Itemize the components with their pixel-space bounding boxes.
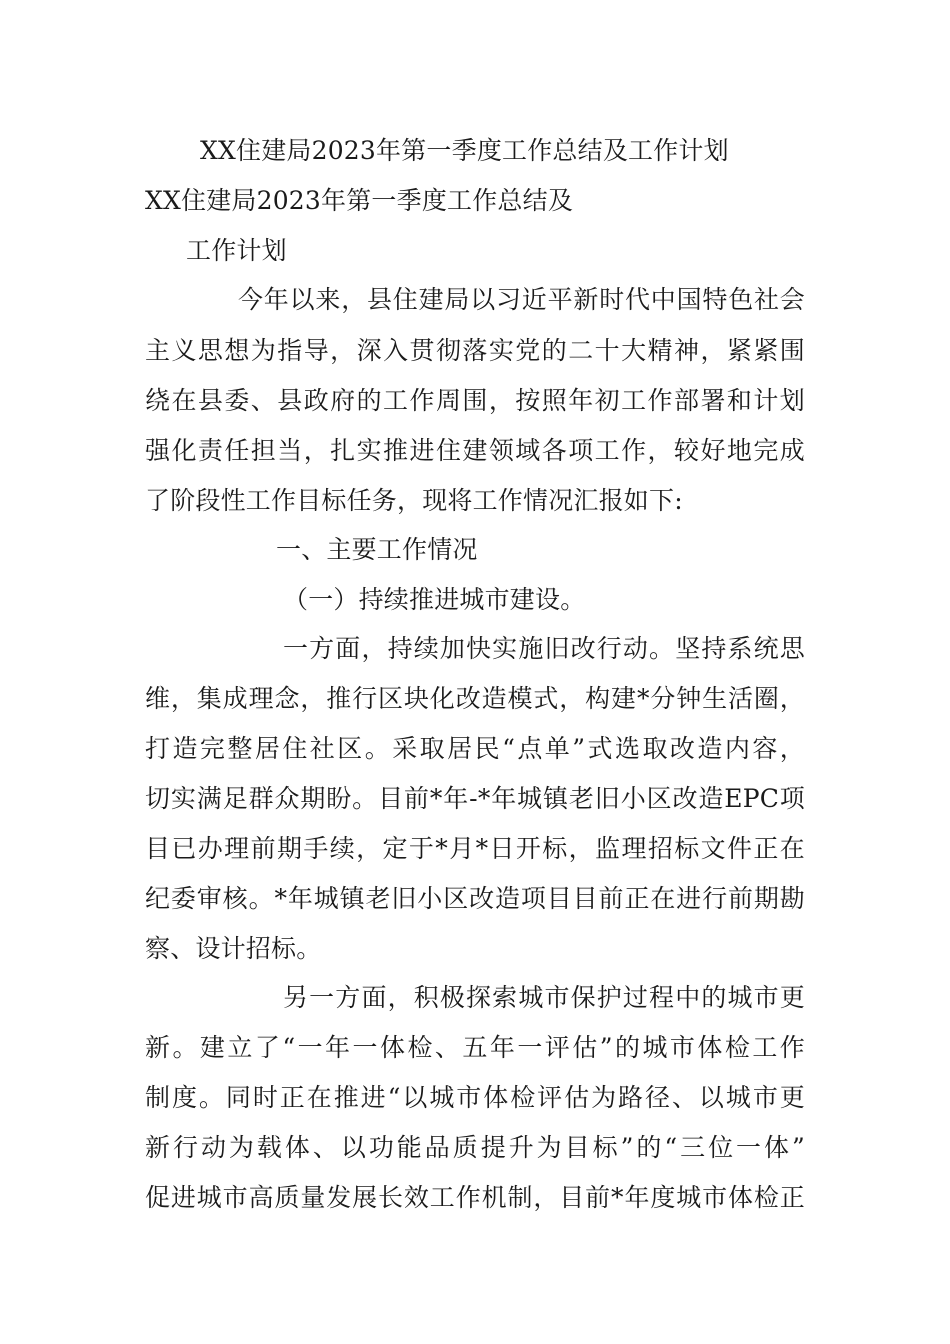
para2-line-3: 制度。同时正在推进“以城市体检评估为路径、以城市更 [145,1083,805,1112]
para1-line-5: 目已办理前期手续，定于*月*日开标，监理招标文件正在 [145,834,805,863]
intro-line-2: 主义思想为指导，深入贯彻落实党的二十大精神，紧紧围 [145,336,805,365]
para1-line-6: 纪委审核。*年城镇老旧小区改造项目目前正在进行前期勘 [145,884,805,913]
document-title: XX住建局2023年第一季度工作总结及工作计划 [200,136,729,165]
para2-line-5: 促进城市高质量发展长效工作机制，目前*年度城市体检正 [145,1183,805,1212]
para1-line-4: 切实满足群众期盼。目前*年-*年城镇老旧小区改造EPC项 [145,784,805,813]
para2-line-2: 新。建立了“一年一体检、五年一评估”的城市体检工作 [145,1033,805,1062]
para1-line-7: 察、设计招标。 [145,934,322,963]
document-subtitle-line-2: 工作计划 [186,236,287,265]
para1-line-3: 打造完整居住社区。采取居民“点单”式选取改造内容， [145,734,805,763]
intro-line-3: 绕在县委、县政府的工作周围，按照年初工作部署和计划 [145,386,805,415]
para2-line-1: 另一方面，积极探索城市保护过程中的城市更 [283,983,805,1012]
subsection-heading: （一）持续推进城市建设。 [283,585,586,614]
intro-line-5: 了阶段性工作目标任务，现将工作情况汇报如下: [145,486,683,515]
section-heading: 一、主要工作情况 [276,535,478,564]
intro-line-1: 今年以来，县住建局以习近平新时代中国特色社会 [238,285,805,314]
para2-line-4: 新行动为载体、以功能品质提升为目标”的“三位一体” [145,1133,805,1162]
para1-line-2: 维，集成理念，推行区块化改造模式，构建*分钟生活圈， [145,684,805,713]
document-subtitle-line-1: XX住建局2023年第一季度工作总结及 [145,186,574,215]
para1-line-1: 一方面，持续加快实施旧改行动。坚持系统思 [283,634,805,663]
intro-line-4: 强化责任担当，扎实推进住建领域各项工作，较好地完成 [145,436,805,465]
